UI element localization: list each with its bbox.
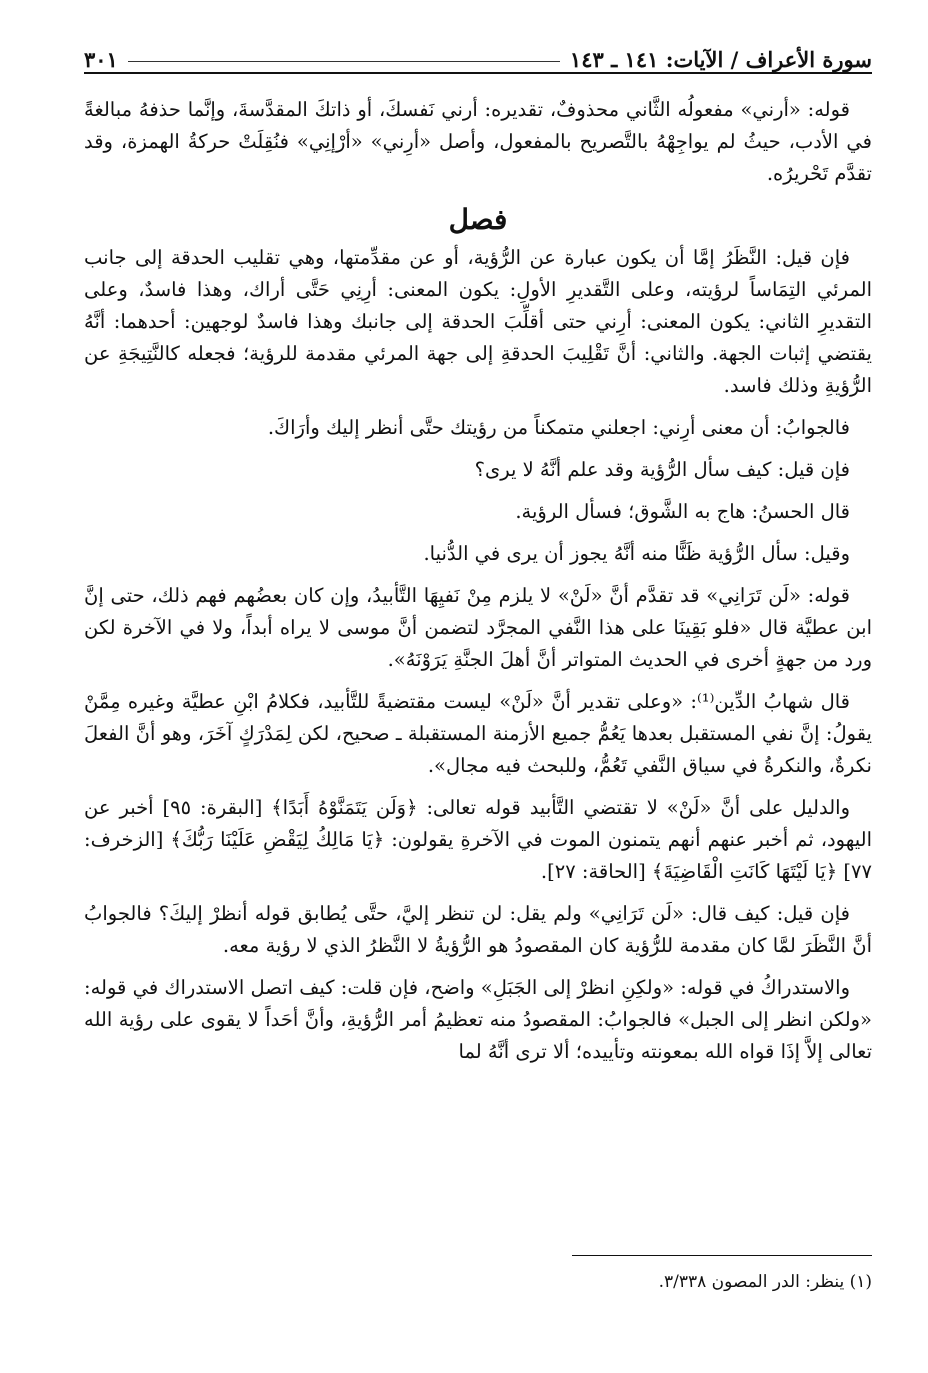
- page-body: [84, 94, 872, 1068]
- paragraph: وقيل: سأل الرُّؤية ظَنًّا منه أنَّهُ يجوز أن يرى في الدُّنيا.: [423, 542, 850, 565]
- paragraph: فإن قيل: كيف سأل الرُّؤية وقد علم أنَّهُ لا يرى؟: [474, 458, 850, 481]
- document-page: [84, 30, 872, 1350]
- paragraph: قوله: «أرني» مفعولُه الثَّاني محذوفٌ، تقديره: أرني نَفسكَ، أو ذاتكَ المقدَّسةَ، وإنَّما حذفهُ مبالغةً في الأدب، حيثُ لم يواجِهْهُ بالتَّصريح بالمفعول، وأصل «أرِني» «أرْإنِي» فنُقِلَتْ حركةُ الهمزة، وقد تقدَّم تَحْريرُه.: [84, 98, 872, 185]
- footnote-separator: [572, 1255, 872, 1256]
- page-number: ٣٠١: [84, 47, 118, 72]
- page-header: [84, 30, 872, 74]
- header-rule: [128, 61, 560, 62]
- section-heading: فصل: [448, 203, 508, 236]
- surah-title: سورة الأعراف / الآيات: ١٤١ ـ ١٤٣: [569, 47, 872, 72]
- paragraph: قال الحسنُ: هاج به الشَّوق؛ فسأل الرؤية.: [515, 500, 850, 523]
- paragraph: فالجوابُ: أن معنى أرِني: اجعلني متمكناً من رؤيتك حتَّى أنظر إليك وأرَاكَ.: [267, 416, 850, 439]
- paragraph: قال شهابُ الدِّين⁽¹⁾: «وعلى تقدير أنَّ «لَنْ» ليست مقتضيةً للتَّأبيد، فكلامُ ابْنِ عطيَّة وغيره مِمَّنْ يقولُ: إنَّ نفي المستقبل بعدها يَعُمُّ جميع الأزمنة المستقبلة ـ صحيح، لكن لِمَدْرَكٍ آخَرَ، وهو أنَّ الفعلَ نكرةٌ، والنكرةُ في سياق النَّفي تَعُمُّ، وللبحث فيه مجال».: [84, 690, 872, 777]
- paragraph: والاستدراكُ في قوله: «ولكِنِ انظرْ إلى الجَبَلِ» واضح، فإن قلت: كيف اتصل الاستدراك في قوله: «ولكن انظر إلى الجبل» فالجوابُ: المقصودُ منه تعظيمُ أمر الرُّؤيةِ، وأنَّ أحَداً لا يقوى على رؤية الله تعالى إلاَّ إذَا قواه الله بمعونته وتأييده؛ ألا ترى أنَّهُ لما: [84, 976, 872, 1063]
- paragraph: فإن قيل: النَّظَرُ إمَّا أن يكون عبارة عن الرُّؤية، أو عن مقدِّمتها، وهي تقليب الحدقة إلى جانب المرئي التِمَاساً لرؤيته، وعلى التَّقديرِ الأولِ: يكون المعنى: أرِنِي حَتَّى أراك، وهذا فاسدٌ، وعلى التقديرِ الثاني: يكون المعنى: أرِني حتى أقلِّبَ الحدقة إلى جانبك وهذا فاسدٌ لوجهين: أحدهما: أنَّهُ يقتضي إثبات الجهة. والثاني: أنَّ تَقْلِيبَ الحدقةِ إلى جهة المرئي مقدمة للرؤية؛ فجعله كالنَّتِيجَةِ عن الرُّؤيةِ وذلك فاسد.: [84, 246, 872, 397]
- paragraph: قوله: «لَن تَرَانِي» قد تقدَّم أنَّ «لَنْ» لا يلزم مِنْ نَفيِهَا التَّأبيدُ، وإن كان بعضُهم فهم ذلك، حتى إنَّ ابن عطيَّة قال «فلو بَقِينَا على هذا النَّفي المجرَّد لتضمن أنَّ موسى لا يراه أبداً، ولا في الآخرة لكن ورد من جهةٍ أخرى في الحديث المتواتر أنَّ أهلَ الجنَّةِ يَرَوْنَهُ».: [84, 584, 872, 671]
- footnote: (١) ينظر: الدر المصون ٣/٣٣٨.: [658, 1272, 872, 1292]
- paragraph: والدليل على أنَّ «لَنْ» لا تقتضي التَّأبيد قوله تعالى: ﴿وَلَن يَتَمَنَّوْهُ أَبَدًا﴾ [البقرة: ٩٥] أخبر عن اليهود، ثم أخبر عنهم أنهم يتمنون الموت في الآخرةِ يقولون: ﴿يَا مَالِكُ لِيَقْضِ عَلَيْنَا رَبُّكَ﴾ [الزخرف: ٧٧] ﴿يَا لَيْتَهَا كَانَتِ الْقَاضِيَةَ﴾ [الحاقة: ٢٧].: [84, 796, 872, 883]
- paragraph: فإن قيل: كيف قال: «لَن تَرَانِي» ولم يقل: لن تنظر إليَّ، حتَّى يُطابق قوله أنظرْ إليكَ؟ فالجوابُ أنَّ النَّظَرَ لمَّا كان مقدمة للرُّؤية كان المقصودُ هو الرُّؤيةُ لا النَّظرُ الذي لا رؤية معه.: [84, 902, 872, 957]
